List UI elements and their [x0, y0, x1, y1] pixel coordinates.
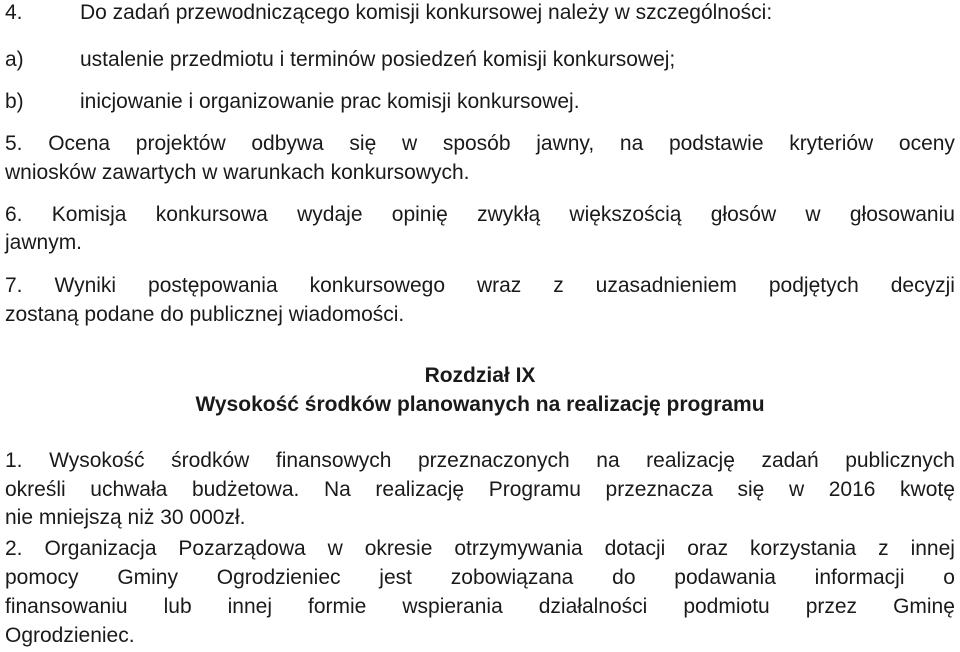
para-1-line-1	[5, 448, 955, 474]
para-1-line-2	[5, 477, 955, 503]
word: 2.	[5, 537, 23, 560]
word: budżetowa.	[191, 478, 300, 501]
word: odbywa	[251, 132, 324, 155]
word: wspierania	[402, 595, 503, 618]
word: 2016	[828, 478, 876, 501]
word: jest	[379, 566, 412, 589]
word: 1.	[5, 449, 23, 472]
word: Gminy	[117, 566, 178, 589]
word: innej	[910, 537, 955, 560]
word: Wysokość	[49, 449, 145, 472]
item-6-line-2: jawnym.	[5, 231, 83, 254]
word: zobowiązana	[450, 566, 574, 589]
word: realizację	[646, 449, 735, 472]
word: okresie	[364, 537, 433, 560]
word: wraz	[476, 274, 522, 297]
word: się	[737, 478, 765, 501]
word: opinię	[391, 203, 448, 226]
word: na	[596, 449, 620, 472]
word: postępowania	[148, 274, 278, 297]
word: otrzymywania	[454, 537, 583, 560]
word: kwotę	[900, 478, 955, 501]
word: zadań	[761, 449, 819, 472]
word: podawania	[674, 566, 776, 589]
word: projektów	[135, 132, 226, 155]
word: formie	[308, 595, 367, 618]
word: się	[349, 132, 377, 155]
word: w	[401, 132, 418, 155]
chapter-title: Rozdział IX	[424, 364, 536, 387]
word: Gminę	[893, 595, 955, 618]
word: przeznacza	[605, 478, 713, 501]
para-2-line-4: Ogrodzieniec.	[5, 624, 135, 647]
word: pomocy	[5, 566, 79, 589]
item-a	[5, 47, 955, 73]
word: określi	[5, 478, 66, 501]
word: środków	[171, 449, 250, 472]
word: przez	[805, 595, 858, 618]
para-2-line-1	[5, 536, 955, 562]
word: Ocena	[48, 132, 111, 155]
word: z	[553, 274, 564, 297]
word: większością	[569, 203, 682, 226]
item-6-line-1	[5, 202, 955, 228]
item-5-line-1	[5, 131, 955, 157]
word: innej	[227, 595, 272, 618]
item-b-number: b)	[5, 90, 24, 113]
word: przeznaczonych	[417, 449, 570, 472]
word: na	[619, 132, 644, 155]
word: z	[878, 537, 889, 560]
word: oceny	[898, 132, 955, 155]
item-4-text: Do zadań przewodniczącego komisji konkursowej należy w szczególności:	[80, 1, 773, 24]
word: głosów	[710, 203, 777, 226]
item-b	[5, 89, 955, 115]
para-2-line-3	[5, 594, 955, 620]
word: podstawie	[668, 132, 764, 155]
word: publicznych	[845, 449, 955, 472]
word: 7.	[5, 274, 23, 297]
word: o	[943, 566, 955, 589]
word: 6.	[5, 203, 23, 226]
item-a-text: ustalenie przedmiotu i terminów posiedzeń komisji konkursowej;	[80, 48, 676, 71]
word: Ogrodzieniec	[216, 566, 341, 589]
word: wydaje	[297, 203, 363, 226]
word: podmiotu	[683, 595, 770, 618]
item-b-text: inicjowanie i organizowanie prac komisji konkursowej.	[80, 90, 580, 113]
para-2-line-2	[5, 565, 955, 591]
word: finansowych	[275, 449, 392, 472]
word: finansowaniu	[5, 595, 128, 618]
word: Komisja	[51, 203, 127, 226]
word: zwykłą	[477, 203, 541, 226]
chapter-subtitle: Wysokość środków planowanych na realizację programu	[195, 393, 765, 416]
item-a-number: a)	[5, 48, 24, 71]
word: głosowaniu	[849, 203, 955, 226]
item-4	[5, 0, 955, 26]
word: działalności	[538, 595, 648, 618]
word: w	[788, 478, 805, 501]
para-1-line-3: nie mniejszą niż 30 000zł.	[5, 506, 246, 529]
word: Programu	[488, 478, 581, 501]
word: sposób	[442, 132, 511, 155]
word: Pozarządowa	[178, 537, 306, 560]
word: jawny,	[536, 132, 595, 155]
word: konkursowa	[155, 203, 268, 226]
word: dotacji	[604, 537, 666, 560]
word: konkursowego	[309, 274, 446, 297]
word: uzasadnieniem	[595, 274, 737, 297]
word: decyzji	[890, 274, 955, 297]
word: Na	[323, 478, 351, 501]
item-4-number: 4.	[5, 1, 23, 24]
word: Wyniki	[54, 274, 117, 297]
word: informacji	[814, 566, 905, 589]
word: do	[612, 566, 636, 589]
word: 5.	[5, 132, 23, 155]
word: uchwała	[90, 478, 168, 501]
word: w	[805, 203, 821, 226]
word: kryteriów	[789, 132, 874, 155]
item-7-line-2: zostaną podane do publicznej wiadomości.	[5, 303, 405, 326]
word: korzystania	[750, 537, 857, 560]
word: lub	[163, 595, 192, 618]
word: realizację	[375, 478, 465, 501]
item-5-line-2: wniosków zawartych w warunkach konkursowych.	[5, 161, 470, 184]
item-7-line-1	[5, 273, 955, 299]
word: w	[327, 537, 343, 560]
word: podjętych	[768, 274, 859, 297]
word: oraz	[687, 537, 729, 560]
word: Organizacja	[44, 537, 157, 560]
